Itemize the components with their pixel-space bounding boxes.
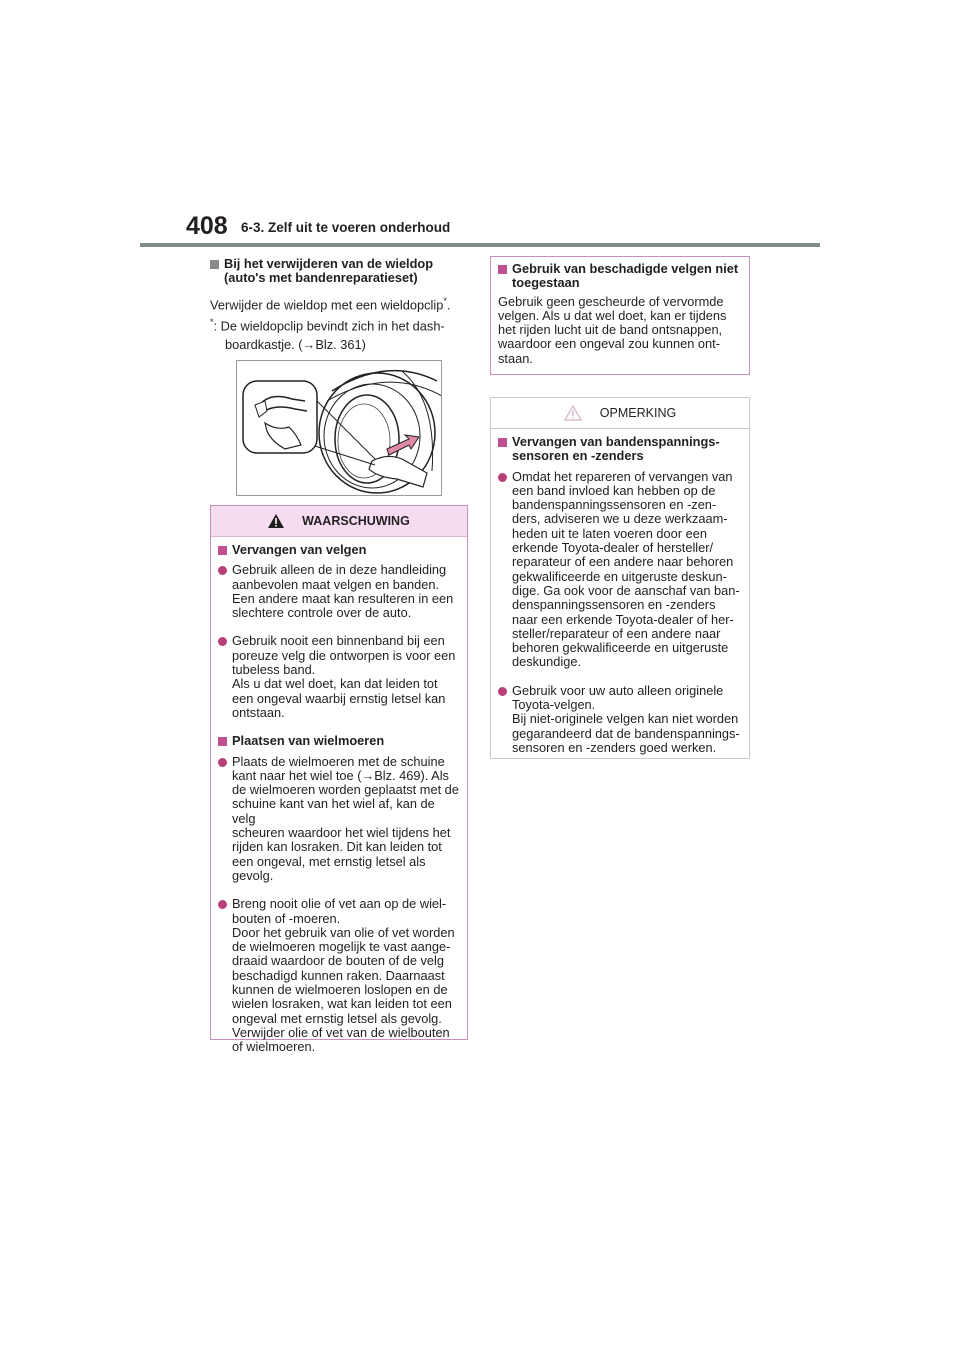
square-bullet-icon xyxy=(218,546,227,555)
warning-bullet-3 xyxy=(218,755,460,884)
warning-triangle-icon xyxy=(268,514,284,528)
damaged-rims-text: Gebruik geen gescheurde of vervormde velgen. Als u dat wel doet, kan er tijdens het rijden lucht uit de band ontsnappen, waardoor een ongeval zou kunnen ont- staan. xyxy=(498,293,727,366)
bullet-text: Gebruik nooit een binnenband bij een poreuze velg die ontworpen is voor een tubeless band. Als u dat wel doet, kan dat leiden tot een ongeval waarbij ernstig letsel kan ontstaan. xyxy=(232,633,456,720)
notice-box xyxy=(490,397,750,759)
warning-bullet-1 xyxy=(218,563,460,620)
instruction-end: . xyxy=(446,296,451,312)
square-bullet-icon xyxy=(210,260,219,269)
damaged-rims-box xyxy=(490,256,750,375)
heading-line-2: (auto's met bandenreparatieset) xyxy=(224,270,418,286)
footnote-marker: * xyxy=(443,295,447,306)
instruction-line: Verwijder de wieldop met een wieldopclip xyxy=(210,296,444,312)
square-bullet-icon xyxy=(498,265,507,274)
warning-bullet-4 xyxy=(218,897,460,1054)
page-number: 408 xyxy=(186,212,228,240)
warning-box xyxy=(210,505,468,1055)
subheading-text: Vervangen van velgen xyxy=(232,542,367,557)
heading-line-1: Bij het verwijderen van de wieldop xyxy=(224,256,434,271)
footnote-line-2: boardkastje. (→Blz. 361) xyxy=(225,336,366,352)
warning-title: WAARSCHUWING xyxy=(302,513,410,528)
warning-header xyxy=(211,506,467,537)
header-rule xyxy=(140,243,820,247)
warning-subheading-velgen xyxy=(218,543,460,557)
footnote xyxy=(210,315,470,352)
notice-bullet-1 xyxy=(498,470,742,670)
instruction-text xyxy=(210,294,470,313)
section-title: 6-3. Zelf uit te voeren onderhoud xyxy=(241,220,451,235)
round-bullet-icon xyxy=(218,900,227,909)
bullet-text: Omdat het repareren of vervangen van een band invloed kan hebben op de bandenspanningssensoren en -zen- ders, adviseren we u deze werkzaam- heden uit te laten voeren door een erkende Toyota-dealer of hersteller/ reparateur of een andere naar behoren gekwalificeerde en uitgeruste deskun- dige. Ga ook voor de aanschaf van ban- denspanningssensoren en -zenders naar een erkende Toyota-dealer of her- steller/reparateur of een andere naar behoren gekwalificeerde en uitgeruste deskundige. xyxy=(512,468,740,670)
warning-subheading-wielmoeren xyxy=(218,734,460,748)
round-bullet-icon xyxy=(498,473,507,482)
caution-triangle-icon xyxy=(564,405,582,421)
subheading xyxy=(210,257,470,286)
warning-bullet-2 xyxy=(218,634,460,720)
bullet-text: Plaats de wielmoeren met de schuine kant naar het wiel toe (→Blz. 469). Als de wielmoeren worden geplaatst met de schuine kant van het wiel af, kan de velg scheuren waardoor het wiel tijdens het rijden kan losraken. Dit kan leiden tot een ongeval, met ernstig letsel als gevolg. xyxy=(232,753,459,883)
notice-title: OPMERKING xyxy=(599,405,677,420)
notice-subheading xyxy=(498,435,742,464)
heading-text: Gebruik van beschadigde velgen niet toegestaan xyxy=(512,261,739,291)
notice-header xyxy=(491,398,749,429)
bullet-text: Gebruik alleen de in deze handleiding aanbevolen maat velgen en banden. Een andere maat kan resulteren in een slechtere controle over de auto. xyxy=(232,562,454,621)
round-bullet-icon xyxy=(498,687,507,696)
wheel-cap-illustration xyxy=(236,360,442,496)
bullet-text: Gebruik voor uw auto alleen originele Toyota-velgen. Bij niet-originele velgen kan niet worden gegarandeerd dat de bandenspannings- sensoren en -zenders goed werken. xyxy=(512,682,740,755)
subheading-text: Plaatsen van wielmoeren xyxy=(232,733,385,749)
square-bullet-icon xyxy=(498,438,507,447)
left-intro xyxy=(210,257,470,352)
subheading-text: Vervangen van bandenspannings- sensoren en -zenders xyxy=(512,434,720,464)
round-bullet-icon xyxy=(218,637,227,646)
wheel-cap-drawing xyxy=(237,361,442,496)
footnote-line-1: : De wieldopclip bevindt zich in het dash- xyxy=(213,318,445,334)
round-bullet-icon xyxy=(218,758,227,767)
round-bullet-icon xyxy=(218,566,227,575)
square-bullet-icon xyxy=(218,737,227,746)
damaged-rims-heading xyxy=(498,262,742,291)
bullet-text: Breng nooit olie of vet aan op de wiel- bouten of -moeren. Door het gebruik van olie of vet worden de wielmoeren mogelijk te vast aange- draaid waardoor de bouten of de velg beschadigd kunnen raken. Daarnaast kunnen de wielmoeren loslopen en de wielen losraken, wat kan leiden tot een ongeval met ernstig letsel als gevolg. Verwijder olie of vet van de wielbouten of wielmoeren. xyxy=(232,896,455,1055)
footnote-mark: * xyxy=(210,317,214,328)
notice-bullet-2 xyxy=(498,684,742,755)
